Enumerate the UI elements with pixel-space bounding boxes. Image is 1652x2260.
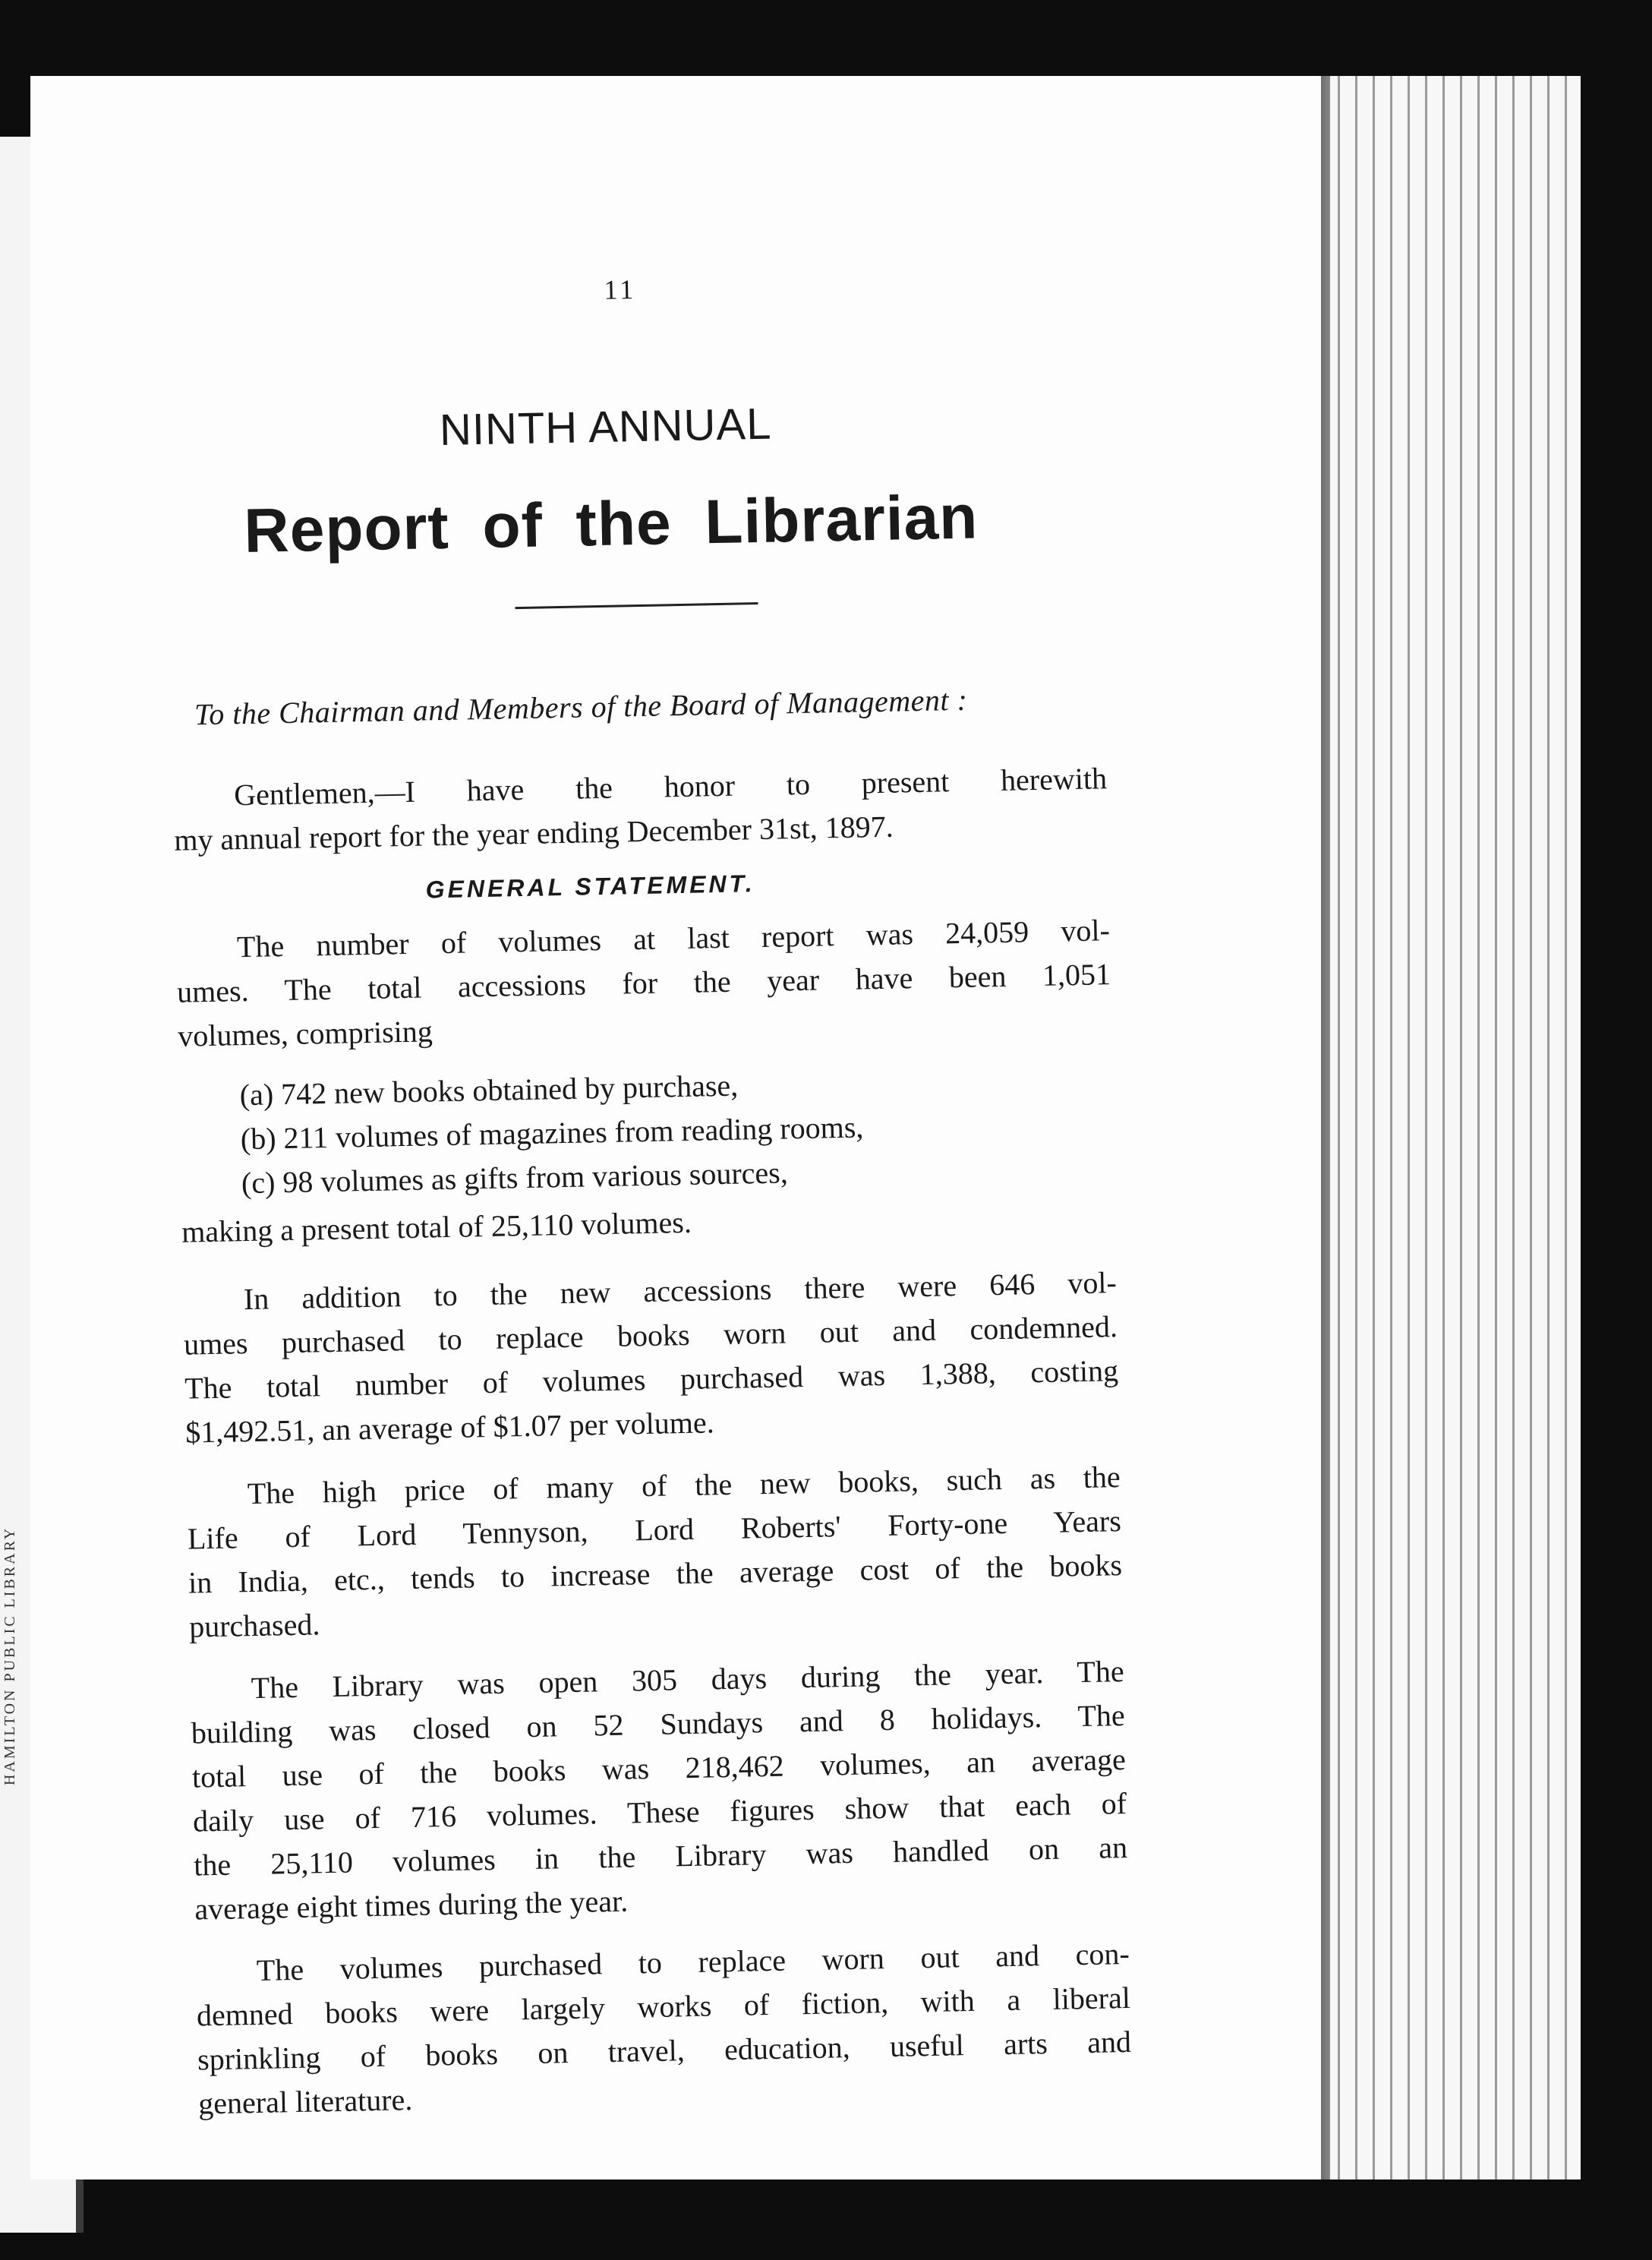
list-item: (b) 211 volumes of magazines from reading rooms, [240, 1109, 864, 1157]
paragraph-line: building was closed on 52 Sundays and 8 holidays. The [191, 1697, 1126, 1750]
paragraph-line: total use of the books was 218,462 volumes, an average [191, 1741, 1127, 1794]
page-number: 11 [604, 273, 637, 305]
intro-line: my annual report for the year ending December 31st, 1897. [173, 809, 894, 857]
total-line: making a present total of 25,110 volumes. [181, 1204, 692, 1249]
paragraph-line: sprinkling of books on travel, education, useful arts and [197, 2024, 1132, 2077]
paragraph-line: the 25,110 volumes in the Library was handled on an [193, 1829, 1128, 1883]
paragraph-2 [182, 1261, 1119, 1455]
paragraph-line: In addition to the new accessions there were 646 vol- [243, 1265, 1118, 1317]
intro-paragraph [173, 756, 1108, 863]
section-heading: GENERAL STATEMENT. [425, 870, 755, 904]
paragraph-line: demned books were largely works of fiction, with a liberal [196, 1980, 1131, 2033]
paragraph-line: $1,492.51, an average of $1.07 per volume. [184, 1405, 715, 1450]
paragraph-line: The high price of many of the new books, such as the [247, 1460, 1121, 1511]
book-page [30, 76, 1321, 2180]
total-line-paragraph [181, 1192, 1116, 1255]
report-supertitle: NINTH ANNUAL [439, 399, 772, 455]
salutation: To the Chairman and Members of the Board of Management : [194, 682, 968, 732]
paragraph-line: in India, etc., tends to increase the average cost of the books [188, 1548, 1123, 1600]
paragraph-line: daily use of 716 volumes. These figures show that each of [192, 1785, 1127, 1839]
paragraph-5 [195, 1932, 1132, 2126]
paragraph-line: purchased. [188, 1607, 320, 1644]
intro-line: Gentlemen,—I have the honor to present herewith [233, 761, 1108, 813]
paragraph-line: Life of Lord Tennyson, Lord Roberts' Forty-one Years [187, 1504, 1122, 1556]
paragraph-line: umes purchased to replace books worn out and condemned. [183, 1309, 1118, 1362]
page-content [159, 57, 1146, 2121]
page-title: Report of the Librarian [243, 482, 979, 566]
paragraph-line: average eight times during the year. [194, 1883, 629, 1927]
paragraph-1 [176, 908, 1112, 1059]
paragraph-line: umes. The total accessions for the year have been 1,051 [176, 957, 1111, 1009]
paragraph-line: The Library was open 305 days during the year. The [251, 1653, 1124, 1706]
page-stack [1307, 76, 1581, 2180]
paragraph-4 [190, 1649, 1128, 1932]
paragraph-line: The volumes purchased to replace worn out and con- [256, 1936, 1130, 1987]
paragraph-3 [186, 1455, 1123, 1649]
title-divider [515, 602, 758, 609]
paragraph-line: The number of volumes at last report was 24,059 vol- [236, 913, 1111, 964]
list-item: (c) 98 volumes as gifts from various sources, [241, 1155, 789, 1201]
spine-text: HAMILTON PUBLIC LIBRARY [2, 1526, 18, 1785]
paragraph-line: The total number of volumes purchased was 1,388, costing [184, 1353, 1119, 1406]
list-item: (a) 742 new books obtained by purchase, [239, 1068, 739, 1113]
paragraph-line: volumes, comprising [177, 1014, 433, 1053]
paragraph-line: general literature. [197, 2082, 413, 2121]
